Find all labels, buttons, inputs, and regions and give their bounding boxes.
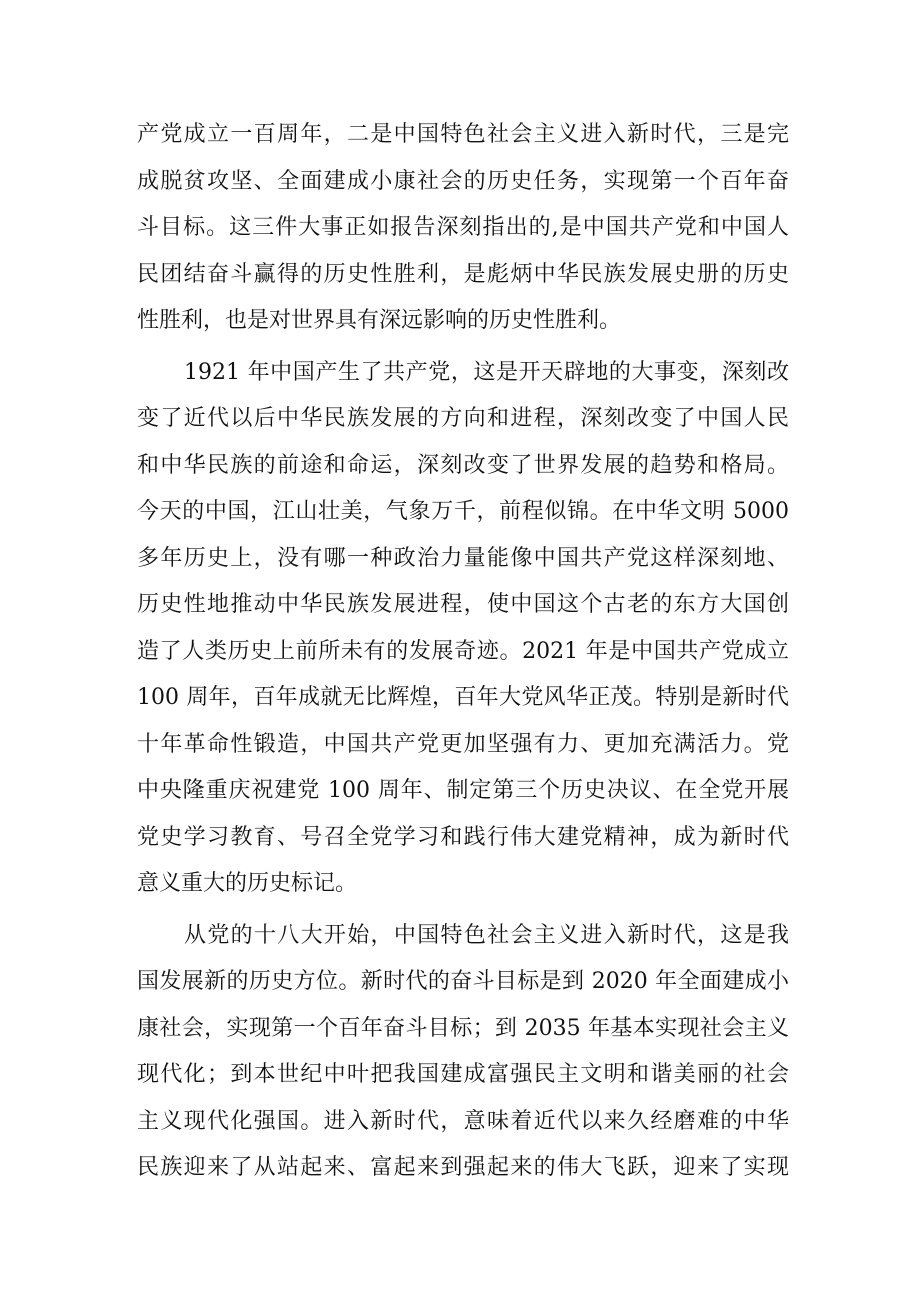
text-line: 从党的十八大开始，中国特色社会主义进入新时代，这是我 (184, 922, 789, 948)
text-line: 变了近代以后中华民族发展的方向和进程，深刻改变了中国人民 (137, 406, 789, 431)
paragraph-3 (137, 913, 789, 1192)
text-line: 党史学习教育、号召全党学习和践行伟大建党精神，成为新时代 (137, 824, 789, 850)
paragraph-2 (137, 350, 789, 908)
text-line: 康社会，实现第一个百年奋斗目标；到 2035 年基本实现社会主义 (137, 1015, 789, 1041)
text-line: 中央隆重庆祝建党 100 周年、制定第三个历史决议、在全党开展 (137, 778, 789, 803)
text-line: 性胜利，也是对世界具有深远影响的历史性胜利。 (137, 308, 622, 333)
text-line: 十年革命性锻造，中国共产党更加坚强有力、更加充满活力。党 (137, 731, 789, 757)
text-line: 国发展新的历史方位。新时代的奋斗目标是到 2020 年全面建成小 (137, 969, 789, 994)
document-body (137, 112, 789, 1192)
text-line: 民团结奋斗赢得的历史性胜利，是彪炳中华民族发展史册的历史 (137, 261, 789, 287)
text-line: 主义现代化强国。进入新时代，意味着近代以来久经磨难的中华 (137, 1108, 789, 1134)
text-line: 100 周年，百年成就无比辉煌，百年大党风华正茂。特别是新时代 (137, 685, 789, 710)
text-line: 民族迎来了从站起来、富起来到强起来的伟大飞跃，迎来了实现 (137, 1155, 789, 1180)
text-line: 产党成立一百周年，二是中国特色社会主义进入新时代，三是完 (137, 122, 789, 147)
text-line: 1921 年中国产生了共产党，这是开天辟地的大事变，深刻改 (184, 359, 789, 385)
text-line: 和中华民族的前途和命运，深刻改变了世界发展的趋势和格局。 (137, 452, 789, 478)
text-line: 多年历史上，没有哪一种政治力量能像中国共产党这样深刻地、 (137, 545, 789, 571)
text-line: 成脱贫攻坚、全面建成小康社会的历史任务，实现第一个百年奋 (137, 168, 789, 194)
text-line: 现代化；到本世纪中叶把我国建成富强民主文明和谐美丽的社会 (137, 1062, 789, 1087)
text-line: 今天的中国，江山壮美，气象万千，前程似锦。在中华文明 5000 (137, 499, 789, 524)
text-line: 意义重大的历史标记。 (137, 871, 358, 896)
text-line: 历史性地推动中华民族发展进程，使中国这个古老的东方大国创 (137, 592, 789, 617)
text-line: 斗目标。这三件大事正如报告深刻指出的,是中国共产党和中国人 (137, 215, 789, 240)
paragraph-1 (137, 112, 789, 345)
text-line: 造了人类历史上前所未有的发展奇迹。2021 年是中国共产党成立 (137, 638, 789, 664)
